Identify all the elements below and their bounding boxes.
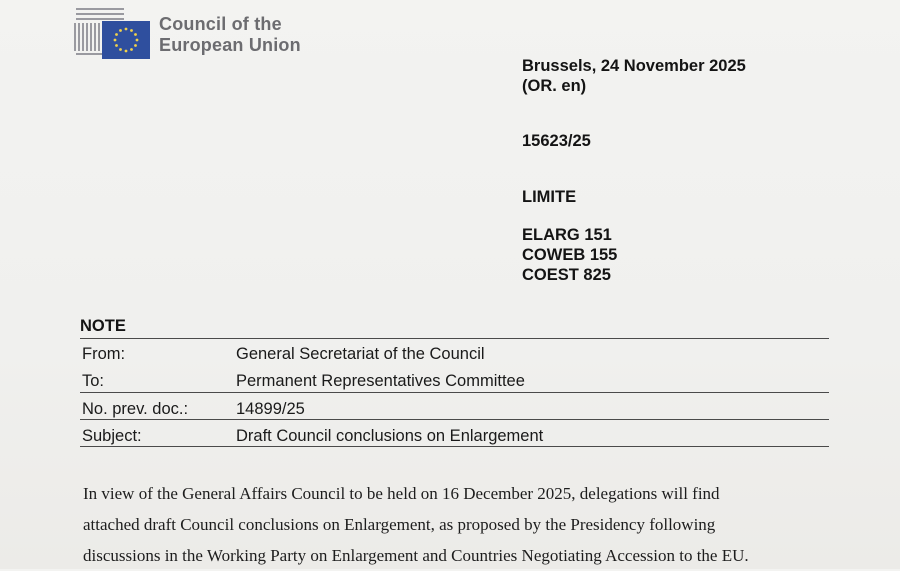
row-value-subject: Draft Council conclusions on Enlargement (236, 427, 544, 445)
original-language: (OR. en) (522, 77, 587, 95)
classification-marking: LIMITE (522, 188, 577, 206)
note-divider (80, 338, 829, 339)
note-divider (80, 419, 829, 420)
organisation-name (159, 14, 301, 56)
subject-code: COEST 825 (522, 266, 611, 284)
row-value-prev-doc: 14899/25 (236, 400, 305, 418)
council-logo (74, 8, 324, 58)
org-name-line1: Council of the (159, 14, 282, 34)
subject-code: COWEB 155 (522, 246, 618, 264)
row-label-prev-doc: No. prev. doc.: (82, 400, 189, 418)
eu-flag-icon (102, 21, 150, 59)
row-value-to: Permanent Representatives Committee (236, 372, 525, 390)
body-line: attached draft Council conclusions on Enlargement, as proposed by the Presidency following (83, 515, 716, 534)
place-date-block (522, 56, 746, 96)
note-divider (80, 446, 829, 447)
document-number: 15623/25 (522, 132, 591, 150)
body-paragraph (83, 478, 843, 571)
row-label-subject: Subject: (82, 427, 142, 445)
row-value-from: General Secretariat of the Council (236, 345, 485, 363)
note-divider (80, 392, 829, 393)
subject-codes (522, 225, 617, 285)
row-label-to: To: (82, 372, 105, 390)
subject-code: ELARG 151 (522, 226, 612, 244)
body-line: In view of the General Affairs Council to be held on 16 December 2025, delegations will find (83, 484, 720, 503)
body-line: discussions in the Working Party on Enlargement and Countries Negotiating Accession to the EU. (83, 546, 749, 565)
place-date: Brussels, 24 November 2025 (522, 57, 746, 75)
org-name-line2: European Union (159, 35, 301, 55)
note-title: NOTE (80, 317, 126, 335)
row-label-from: From: (82, 345, 126, 363)
